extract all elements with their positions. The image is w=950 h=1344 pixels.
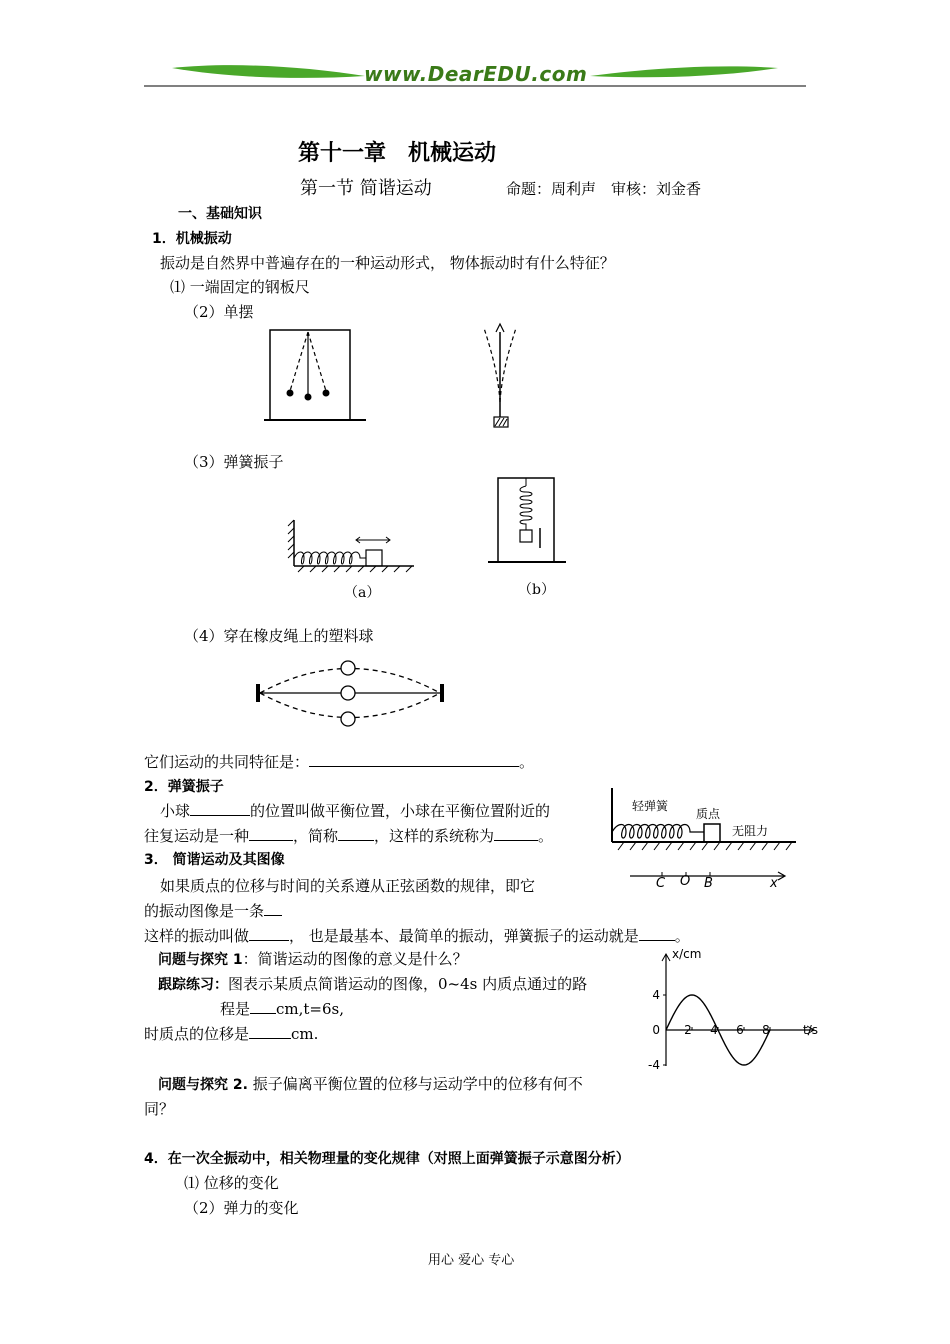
data-point [756,1054,757,1055]
item3-title: 3． 简谐运动及其图像 [144,852,285,868]
text: ， 也是最基本、最简单的振动，弹簧振子的运动就是 [289,927,639,945]
point-c-label: C [656,876,666,891]
example-pendulum: （2）单摆 [184,303,254,321]
chapter-title: 第十一章 机械运动 [298,140,497,166]
vertical-spring-figure [484,474,574,574]
answer-blank[interactable] [264,901,282,916]
answer-blank[interactable] [249,1024,291,1039]
no-friction-label: 无阻力 [732,824,769,838]
text: 小球 [160,802,191,820]
intro-text: 振动是自然界中普遍存在的一种运动形式， 物体振动时有什么特征？ [160,254,615,272]
example-rubber-rope: （4）穿在橡皮绳上的塑料球 [184,627,374,645]
y-tick-label: 4 [652,988,660,1002]
question-label: 问题与探究 2. [158,1077,248,1093]
practice-label: 跟踪练习： [158,977,228,993]
data-point [769,1029,770,1030]
x-tick-label: 4 [710,1023,718,1037]
left-leaf-swoosh [172,65,365,78]
spring-label: 轻弹簧 [632,799,669,813]
item4-title: 4．在一次全振动中，相关物理量的变化规律（对照上面弹簧振子示意图分析） [144,1151,630,1167]
item1-title: 1．机械振动 [152,231,232,247]
practice-line2 [220,998,344,1019]
example-steel-ruler: ⑴ 一端固定的钢板尺 [170,278,310,296]
x-tick-label: 6 [736,1023,744,1037]
answer-blank[interactable] [309,752,519,767]
text: 往复运动是一种 [144,827,250,845]
text: 。 [674,927,690,945]
answer-blank[interactable] [639,926,675,941]
period: 。 [519,753,535,771]
question2 [158,1073,583,1094]
text: ，这样的系统称为 [374,827,495,845]
item4-displacement: ⑴ 位移的变化 [184,1174,279,1192]
mass-label: 质点 [696,807,721,821]
displacement-time-graph [640,944,820,1074]
practice-text: 图表示某质点简谐运动的图像，0~4s 内质点通过的路 [228,975,588,993]
text: cm,t=6s, [276,1000,345,1018]
answer-blank[interactable] [250,999,276,1014]
data-point [743,1064,744,1065]
common-feature-prefix: 它们运动的共同特征是： [144,753,310,771]
data-point [678,1005,679,1006]
text: ，简称 [293,827,339,845]
practice-line3 [144,1023,318,1044]
section-title: 第一节 简谐运动 [300,178,432,199]
x-tick-label: 2 [684,1023,692,1037]
data-point [665,1029,666,1030]
data-point [704,1005,705,1006]
x-axis-label: t/s [803,1023,818,1037]
question-text: ：简谐运动的图像的意义是什么？ [242,950,468,968]
point-o-label: O [680,874,691,889]
text: 这样的振动叫做 [144,927,250,945]
text: cm. [291,1025,319,1043]
x-tick-label: 8 [762,1023,770,1037]
rubber-rope-figure [252,656,452,736]
site-logo-text: www.DearEDU.com [364,62,588,86]
spring-line1 [160,800,550,821]
practice-line1 [158,973,587,994]
harmonic-line2 [144,900,282,921]
item4-elastic-force: （2）弹力的变化 [184,1199,299,1217]
y-tick-label: -4 [648,1058,660,1072]
example-spring-oscillator: （3）弹簧振子 [184,453,284,471]
question2-continued: 同？ [144,1100,175,1118]
y-axis-label: x/cm [672,947,702,961]
question-text: 振子偏离平衡位置的位移与运动学中的位移有何不 [247,1075,583,1093]
text: 的振动图像是一条 [144,902,265,920]
y-tick-label: 0 [652,1023,660,1037]
text: 时质点的位移是 [144,1025,250,1043]
data-point [691,994,692,995]
axis-x-label: x [770,876,778,891]
point-b-label: B [704,876,713,891]
text: 程是 [220,1000,251,1018]
author-line: 命题：周利声 审核：刘金香 [506,180,702,198]
answer-blank[interactable] [190,801,250,816]
harmonic-line3 [144,925,690,946]
common-feature-line [144,751,534,772]
question-label: 问题与探究 1 [158,952,243,968]
label-b: （b） [518,582,555,598]
item2-title: 2．弹簧振子 [144,779,224,795]
text: 的位置叫做平衡位置，小球在平衡位置附近的 [250,802,551,820]
answer-blank[interactable] [249,826,293,841]
label-a: （a） [344,585,381,601]
data-point [730,1054,731,1055]
answer-blank[interactable] [338,826,374,841]
basic-knowledge-heading: 一、基础知识 [178,206,262,222]
horizontal-spring-figure [286,520,426,580]
footer-slogan: 用心 爱心 专心 [428,1253,515,1268]
question1 [158,948,468,969]
harmonic-line1: 如果质点的位移与时间的关系遵从正弦函数的规律，即它 [160,877,536,895]
answer-blank[interactable] [249,926,289,941]
answer-blank[interactable] [494,826,538,841]
spring-line2 [144,825,553,846]
text: 。 [538,827,554,845]
pendulum-figure [262,328,402,428]
right-leaf-swoosh [590,66,778,77]
data-point [717,1029,718,1030]
steel-ruler-figure [478,322,538,432]
